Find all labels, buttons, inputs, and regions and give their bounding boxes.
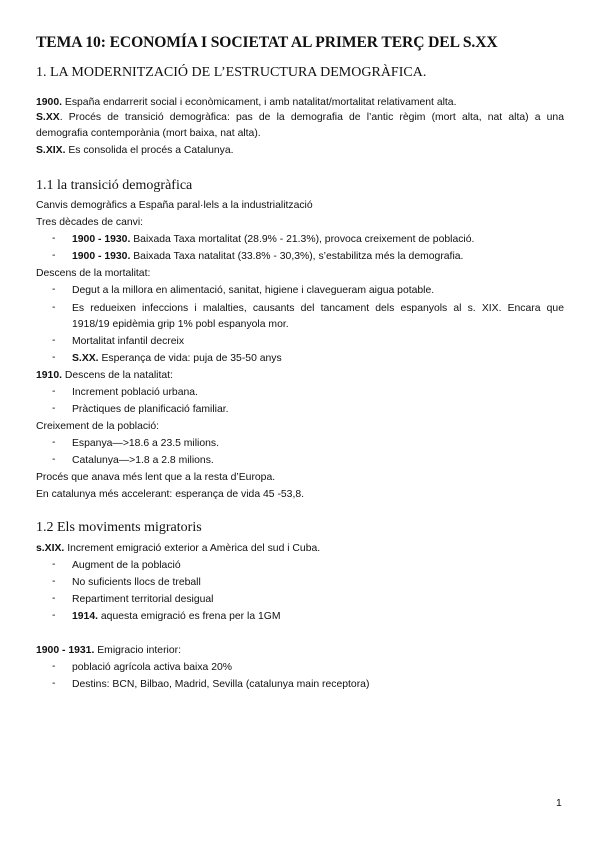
text-line [36, 369, 173, 382]
bullet-dash: - [52, 386, 56, 397]
year-label: 1914. [72, 611, 99, 622]
bullet-item: Es redueixen infeccions i malalties, causants del tancament dels espanyols al s. XIX. Encara que [72, 303, 564, 314]
bullet-dash: - [52, 250, 56, 261]
text-line: Procés que anava més lent que a la resta d’Europa. [36, 472, 276, 483]
paragraph-text: España endarrerit social i econòmicament, i amb natalitat/mortalitat relativament alta. [62, 97, 457, 108]
line-text: Increment emigració exterior a Amèrica del sud i Cuba. [64, 543, 321, 554]
year-label: 1900 - 1930. [72, 234, 131, 245]
text-line [36, 644, 181, 657]
text-line: Tres dècades de canvi: [36, 217, 144, 228]
paragraph-1900 [36, 96, 456, 109]
bullet-item: No suficients llocs de treball [72, 577, 201, 588]
year-label: S.XIX. [36, 145, 66, 156]
bullet-text: Baixada Taxa mortalitat (28.9% - 21.3%), provoca creixement de població. [130, 234, 475, 245]
bullet-dash: - [52, 284, 56, 295]
bullet-item: Degut a la millora en alimentació, sanitat, higiene i clavegueram aigua potable. [72, 285, 435, 296]
page-number: 1 [556, 798, 562, 809]
bullet-item: Mortalitat infantil decreix [72, 336, 185, 347]
text-line: Canvis demogràfics a España paral·lels a la industrialització [36, 200, 313, 211]
bullet-dash: - [52, 559, 56, 570]
paragraph-sxix [36, 144, 234, 157]
bullet-dash: - [52, 661, 56, 672]
year-label: 1900 - 1931. [36, 645, 95, 656]
bullet-item: Augment de la població [72, 560, 181, 571]
bullet-dash: - [52, 335, 56, 346]
paragraph-text: . Procés de transició demogràfica: pas de la demografia de l’antic règim (mort alta, nat alta) a una [59, 112, 564, 123]
section-1-1-heading: 1.1 la transició demogràfica [36, 178, 193, 193]
bullet-text: Baixada Taxa natalitat (33.8% - 30,3%), s’estabilitza més la demografia. [130, 251, 464, 262]
bullet-item: Destins: BCN, Bilbao, Madrid, Sevilla (catalunya main receptora) [72, 679, 370, 690]
year-label: 1900 - 1930. [72, 251, 131, 262]
bullet-dash: - [52, 454, 56, 465]
year-label: s.XIX. [36, 543, 65, 554]
bullet-item [72, 610, 281, 623]
year-label: S.XX [36, 112, 60, 123]
bullet-item [72, 233, 474, 246]
year-label: 1900. [36, 97, 63, 108]
bullet-item: Increment població urbana. [72, 387, 198, 398]
bullet-dash: - [52, 233, 56, 244]
line-text: Descens de la natalitat: [62, 370, 173, 381]
page-title: TEMA 10: ECONOMÍA I SOCIETAT AL PRIMER TERÇ DEL S.XX [36, 34, 498, 51]
bullet-item-cont: 1918/19 epidèmia grip 1% pobl espanyola mor. [72, 319, 289, 330]
line-text: Emigracio interior: [94, 645, 181, 656]
bullet-item [72, 250, 463, 263]
text-line: Descens de la mortalitat: [36, 268, 151, 279]
bullet-item: Catalunya—>1.8 a 2.8 milions. [72, 455, 214, 466]
bullet-item: Pràctiques de planificació familiar. [72, 404, 229, 415]
bullet-item: Espanya—>18.6 a 23.5 milions. [72, 438, 220, 449]
year-label: 1910. [36, 370, 63, 381]
bullet-item [72, 352, 282, 365]
text-line: Creixement de la població: [36, 421, 160, 432]
bullet-dash: - [52, 610, 56, 621]
paragraph-text: Es consolida el procés a Catalunya. [65, 145, 234, 156]
bullet-dash: - [52, 593, 56, 604]
text-line: En catalunya més accelerant: esperança de vida 45 -53,8. [36, 489, 305, 500]
year-label: S.XX. [72, 353, 99, 364]
paragraph-sxx-cont: demografia contemporània (mort baixa, nat alta). [36, 128, 261, 139]
paragraph-sxx [36, 111, 564, 124]
bullet-item: població agrícola activa baixa 20% [72, 662, 232, 673]
bullet-text: aquesta emigració es frena per la 1GM [98, 611, 281, 622]
text-line [36, 542, 320, 555]
bullet-dash: - [52, 437, 56, 448]
section-1-2-heading: 1.2 Els moviments migratoris [36, 520, 202, 535]
section-1-heading: 1. LA MODERNITZACIÓ DE L’ESTRUCTURA DEMOGRÀFICA. [36, 65, 427, 80]
bullet-text: Esperança de vida: puja de 35-50 anys [98, 353, 282, 364]
bullet-item: Repartiment territorial desigual [72, 594, 214, 605]
bullet-dash: - [52, 678, 56, 689]
bullet-dash: - [52, 576, 56, 587]
bullet-dash: - [52, 352, 56, 363]
bullet-dash: - [52, 302, 56, 313]
bullet-dash: - [52, 403, 56, 414]
